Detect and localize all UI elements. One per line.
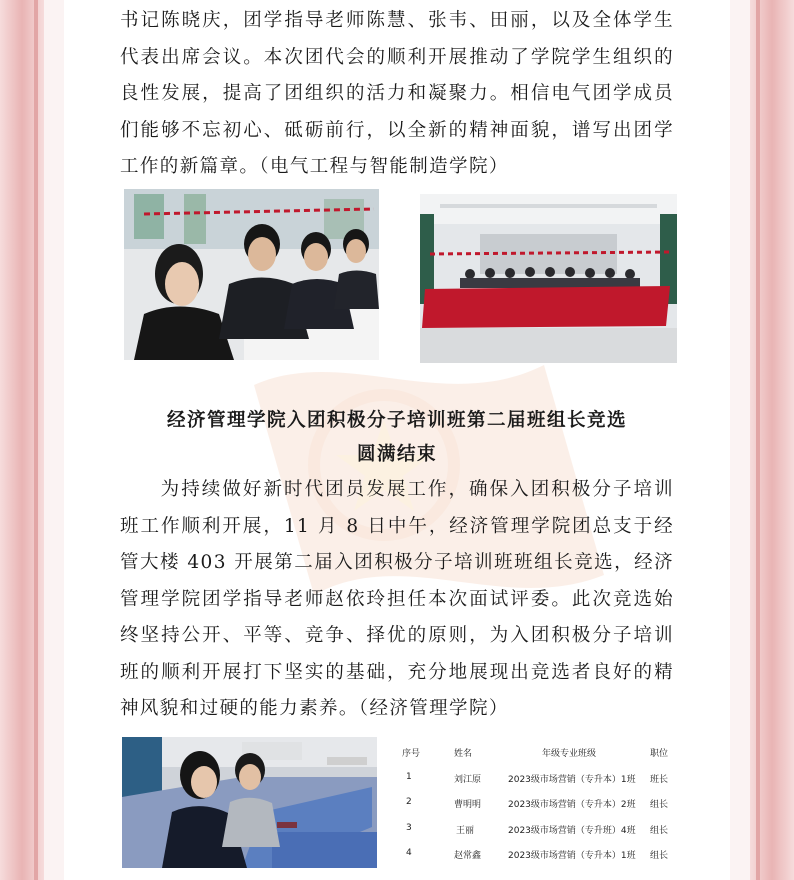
roster-cell-position: 组长 xyxy=(650,851,669,861)
table-row xyxy=(394,819,684,845)
roster-cell-name: 王丽 xyxy=(456,825,475,836)
roster-header-row xyxy=(394,742,684,768)
article2-title-line2: 圆满结束 xyxy=(356,444,437,465)
roster-cell-name: 刘江原 xyxy=(454,774,482,785)
meeting-hall-photo xyxy=(420,194,677,363)
article1-closing-paragraph: 书记陈晓庆，团学指导老师陈慧、张韦、田丽，以及全体学生代表出席会议。本次团代会的顺利开展推动了学院学生组织的良性发展，提高了团组织的活力和凝聚力。相信电气团学成员们能够不忘初心、砥砺前行，以全新的精神面貌，谱写出团学工作的新篇章。（电气工程与智能制造学院） xyxy=(120,10,674,177)
article2-title-line1: 经济管理学院入团积极分子培训班第二届班组长竞选 xyxy=(166,410,627,431)
roster-cell-no: 4 xyxy=(406,848,412,858)
student-representatives-photo xyxy=(124,189,379,360)
table-row xyxy=(394,844,684,870)
interview-photo xyxy=(122,737,377,868)
roster-cell-position: 组长 xyxy=(650,800,669,810)
roster-cell-name: 曹明明 xyxy=(454,800,482,810)
roster-header-class: 年级专业班级 xyxy=(542,749,597,759)
roster-cell-position: 组长 xyxy=(650,825,669,836)
candidate-roster-table xyxy=(394,742,684,870)
article2-body-text: 为持续做好新时代团员发展工作，确保入团积极分子培训班工作顺利开展，11 月 8 日中午，经济管理学院团总支于经管大楼 403 开展第二届入团积极分子培训班班组长竞选，经济管理学院团学指导老师赵依玲担任本次面试评委。此次竞选始终坚持公开、平等、竞争、择优的原则，为入团积极分子培训班的顺利开展打下坚实的基础，充分地展现出竞选者良好的精神风貌和过硬的能力素养。（经济管理学院） xyxy=(120,479,674,719)
roster-header-no: 序号 xyxy=(402,749,421,759)
article2-body xyxy=(120,472,674,728)
right-decor-strip xyxy=(750,0,794,880)
roster-cell-class: 2023级市场营销（专升本）1班 xyxy=(508,774,636,785)
roster-cell-no: 1 xyxy=(406,771,412,782)
roster-cell-no: 3 xyxy=(406,822,412,833)
roster-cell-no: 2 xyxy=(406,797,412,807)
roster-header-position: 职位 xyxy=(650,749,669,759)
roster-cell-class: 2023级市场营销（专升本）1班 xyxy=(508,851,636,861)
roster-cell-position: 班长 xyxy=(650,774,669,785)
article-page xyxy=(64,0,730,880)
roster-cell-name: 赵常鑫 xyxy=(454,851,482,861)
table-row xyxy=(394,768,684,794)
roster-cell-class: 2023级市场营销（专升本）2班 xyxy=(508,800,636,810)
left-decor-strip xyxy=(0,0,44,880)
roster-cell-class: 2023级市场营销（专升班）4班 xyxy=(508,825,636,836)
table-row xyxy=(394,793,684,819)
roster-header-name: 姓名 xyxy=(454,749,473,759)
